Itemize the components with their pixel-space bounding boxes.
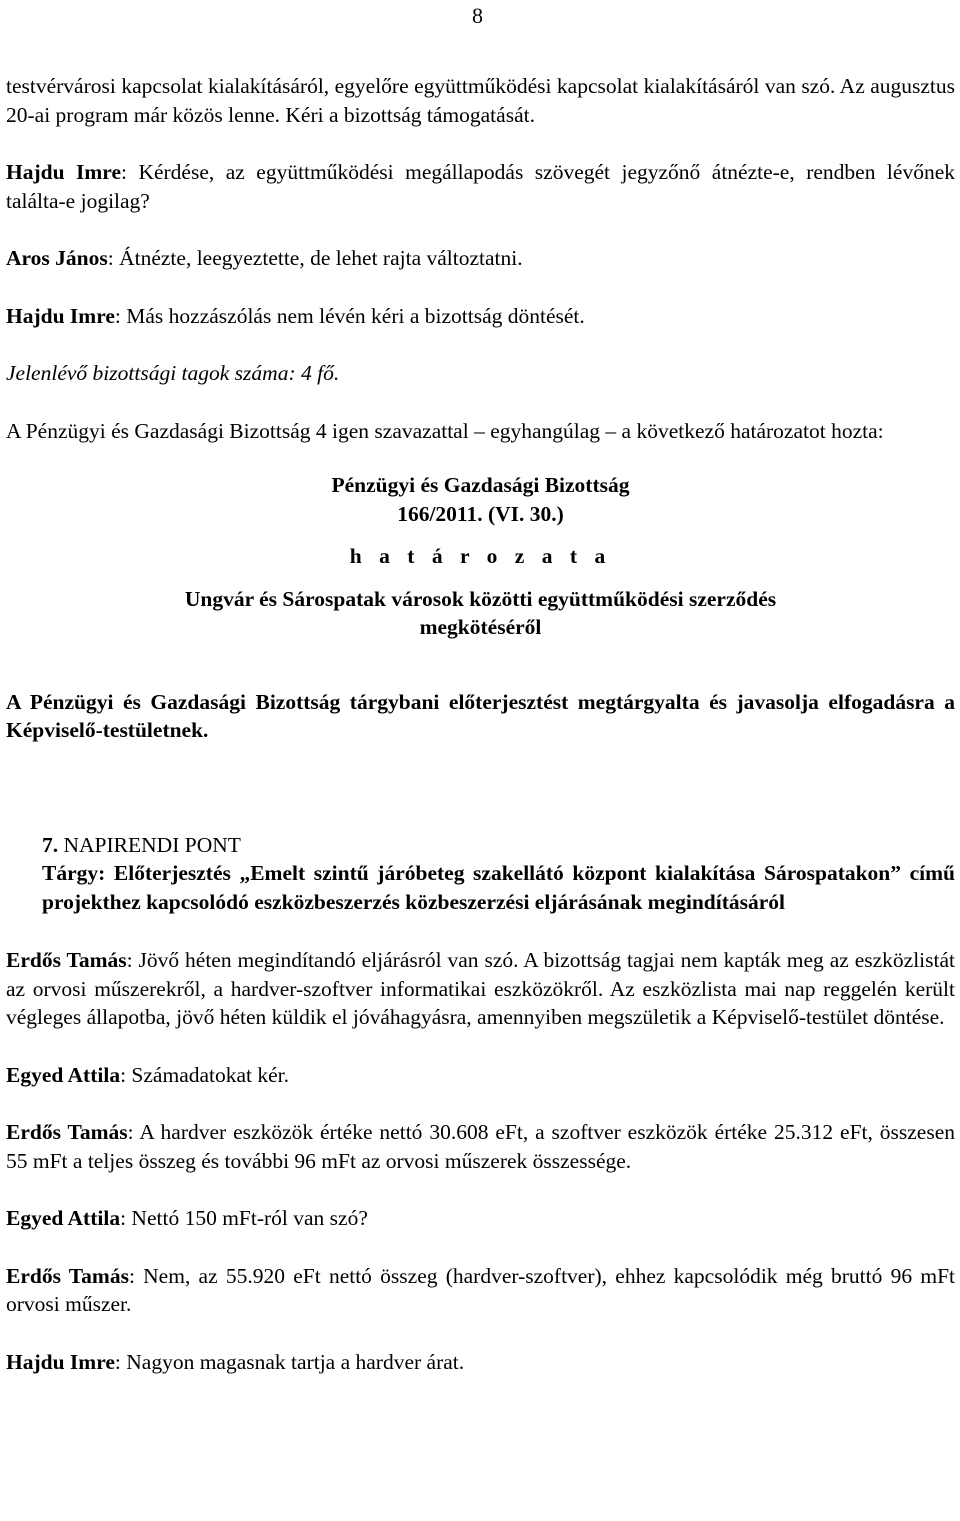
speech-text: : Jövő héten megindítandó eljárásról van szó. A bizottság tagjai nem kapták meg az eszközlistát az orvosi műszerekről, a hardver-szoftver informatikai eszközökről. Az eszközlista mai nap reggelén került végleges állapotba, jövő héten küldik el jóváhagyásra, amennyiben megszületik a Képviselő-testület döntése. [6,948,955,1029]
exchange-egyed-2 [6,1204,955,1233]
exchange-egyed-1 [6,1061,955,1090]
agenda-heading: NAPIRENDI PONT [63,832,241,857]
speech-text: : Nem, az 55.920 eFt nettó összeg (hardver-szoftver), ehhez kapcsolódik még bruttó 96 mFt orvosi műszer. [6,1263,955,1316]
speech-text: : A hardver eszközök értéke nettó 30.608 eFt, a szoftver eszközök értéke 25.312 eFt, összesen 55 mFt a teljes összeg és további 96 mFt az orvosi műszerek összessége. [6,1120,956,1173]
exchange-erdos-1 [6,946,955,1032]
exchange-erdos-3 [6,1262,955,1319]
intro-paragraph: testvérvárosi kapcsolat kialakításáról, egyelőre együttműködési kapcsolat kialakításáról van szó. Az augusztus 20-ai program már közös lenne. Kéri a bizottság támogatását. [6,74,955,127]
speaker-name: Aros János [6,246,108,270]
speech-text: : Más hozzászólás nem lévén kéri a bizottság döntését. [114,303,585,328]
exchange-erdos-2 [6,1118,955,1175]
agenda-heading-line [42,831,955,860]
resolution-label: h a t á r o z a t a [349,544,612,568]
exchange-hajdu-2 [6,302,955,331]
agenda-number: 7. [42,832,59,857]
resolution-body: Pénzügyi és Gazdasági Bizottság [331,473,630,497]
exchange-hajdu-1 [6,158,955,215]
speaker-name: Hajdu Imre [6,303,115,328]
document-body [6,72,955,1376]
speaker-name: Erdős Tamás [6,1120,128,1144]
agenda-subject: Tárgy: Előterjesztés „Emelt szintű járóbeteg szakellátó központ kialakítása Sárospatakon” című projekthez kapcsolódó eszközbeszerzés közbeszerzési eljárásának megindításáról [42,861,955,914]
resolution-title-line1: Ungvár és Sárospatak városok közötti együttműködési szerződés [184,586,777,611]
speaker-name: Erdős Tamás [6,1263,129,1288]
speaker-name: Egyed Attila [6,1062,121,1087]
resolution-number: 166/2011. (VI. 30.) [397,501,564,526]
attendance-note: Jelenlévő bizottsági tagok száma: 4 fő. [6,361,340,385]
page-number: 8 [472,3,483,28]
resolution-block [6,471,955,745]
speaker-name: Erdős Tamás [6,948,127,972]
speaker-name: Hajdu Imre [6,160,121,184]
speaker-name: Hajdu Imre [6,1349,115,1374]
speech-text: : Kérdése, az együttműködési megállapodás szövegét jegyzőnő átnézte-e, rendben lévőnek találta-e jogilag? [6,160,955,213]
speech-text: : Nagyon magasnak tartja a hardver árat. [114,1349,465,1374]
vote-statement: A Pénzügyi és Gazdasági Bizottság 4 igen szavazattal – egyhangúlag – a következő határozatot hozta: [6,418,884,443]
exchange-aros [6,244,955,273]
speech-text: : Nettó 150 mFt-ról van szó? [120,1206,368,1230]
speech-text: : Átnézte, leegyeztette, de lehet rajta változtatni. [107,246,523,270]
exchange-hajdu-3 [6,1348,955,1377]
speaker-name: Egyed Attila [6,1206,121,1230]
resolution-title-line2: megkötéséről [419,615,542,639]
agenda-item [6,831,955,917]
speech-text: : Számadatokat kér. [120,1062,290,1087]
resolution-decision: A Pénzügyi és Gazdasági Bizottság tárgybani előterjesztést megtárgyalta és javasolja elfogadásra a Képviselő-testületnek. [6,689,955,742]
